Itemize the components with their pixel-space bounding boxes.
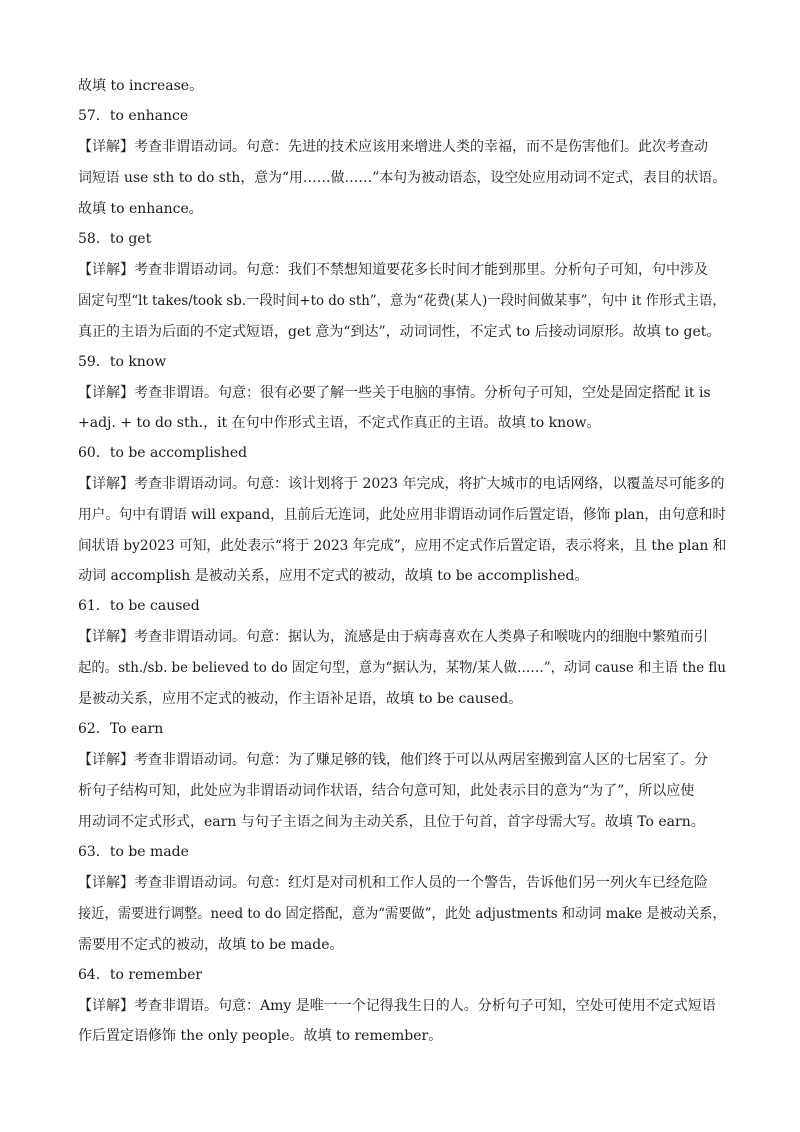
text-line: 固定句型“lt takes/took sb.一段时间+to do sth”，意为“花费(某人)一段时间做某事”，句中 it 作形式主语， bbox=[78, 293, 726, 309]
text-line: 析句子结构可知，此处应为非谓语动词作状语，结合句意可知，此处表示目的意为“为了”，所以应使 bbox=[78, 783, 695, 799]
text-line: 词短语 use sth to do sth，意为“用……做……”本句为被动语态，设空处应用动词不定式，表目的状语。 bbox=[78, 170, 727, 186]
answer-heading: 58．to get bbox=[78, 231, 152, 247]
text-line: 【详解】考查非谓语动词。句意：红灯是对司机和工作人员的一个警告，告诉他们另一列火车已经危险 bbox=[78, 875, 708, 891]
text-line: 间状语 by2023 可知，此处表示“将于 2023 年完成”，应用不定式作后置定语，表示将来，且 the plan 和 bbox=[78, 538, 727, 554]
text-line: 动词 accomplish 是被动关系，应用不定式的被动，故填 to be accomplished。 bbox=[78, 568, 589, 584]
text-line: 【详解】考查非谓语动词。句意：据认为，流感是由于病毒喜欢在人类鼻子和喉咙内的细胞中繁殖而引 bbox=[78, 629, 708, 645]
text-line: 【详解】考查非谓语动词。句意：我们不禁想知道要花多长时间才能到那里。分析句子可知，句中涉及 bbox=[78, 262, 708, 278]
text-line: 真正的主语为后面的不定式短语，get 意为“到达”，动词词性，不定式 to 后接动词原形。故填 to get。 bbox=[78, 324, 721, 340]
answer-heading: 64．to remember bbox=[78, 967, 203, 983]
text-line: 是被动关系，应用不定式的被动，作主语补足语，故填 to be caused。 bbox=[78, 691, 523, 707]
text-line: 接近，需要进行调整。need to do 固定搭配，意为“需要做”，此处 adjustments 和动词 make 是被动关系， bbox=[78, 906, 726, 922]
answer-heading: 62．To earn bbox=[78, 721, 164, 737]
text-line: 起的。sth./sb. be believed to do 固定句型，意为“据认为，某物/某人做……”，动词 cause 和主语 the flu bbox=[78, 660, 726, 676]
text-line: 故填 to enhance。 bbox=[78, 201, 203, 217]
text-line: 【详解】考查非谓语动词。句意：先进的技术应该用来增进人类的幸福，而不是伤害他们。此次考查动 bbox=[78, 139, 708, 155]
text-line: 作后置定语修饰 the only people。故填 to remember。 bbox=[78, 1028, 443, 1044]
text-line: 【详解】考查非谓语。句意：Amy 是唯一一个记得我生日的人。分析句子可知，空处可使用不定式短语 bbox=[78, 998, 716, 1014]
text-line: 【详解】考查非谓语。句意：很有必要了解一些关于电脑的事情。分析句子可知，空处是固定搭配 it is bbox=[78, 385, 711, 401]
answer-heading: 63．to be made bbox=[78, 844, 189, 860]
text-line: 【详解】考查非谓语动词。句意：为了赚足够的钱，他们终于可以从两居室搬到富人区的七居室了。分 bbox=[78, 752, 708, 768]
text-line: 故填 to increase。 bbox=[78, 78, 204, 94]
text-line: 需要用不定式的被动，故填 to be made。 bbox=[78, 937, 344, 953]
answer-heading: 59．to know bbox=[78, 354, 167, 370]
text-line: 用户。句中有谓语 will expand，且前后无连词，此处应用非谓语动词作后置定语，修饰 plan，由句意和时 bbox=[78, 507, 727, 523]
text-line: 用动词不定式形式，earn 与句子主语之间为主动关系，且位于句首，首字母需大写。故填 To earn。 bbox=[78, 814, 705, 830]
text-line: +adj. + to do sth.，it 在句中作形式主语，不定式作真正的主语。故填 to know。 bbox=[78, 415, 601, 431]
answer-heading: 61．to be caused bbox=[78, 598, 200, 614]
answer-heading: 57．to enhance bbox=[78, 108, 189, 124]
answer-heading: 60．to be accomplished bbox=[78, 445, 248, 461]
text-line: 【详解】考查非谓语动词。句意：该计划将于 2023 年完成，将扩大城市的电话网络，以覆盖尽可能多的 bbox=[78, 476, 725, 492]
